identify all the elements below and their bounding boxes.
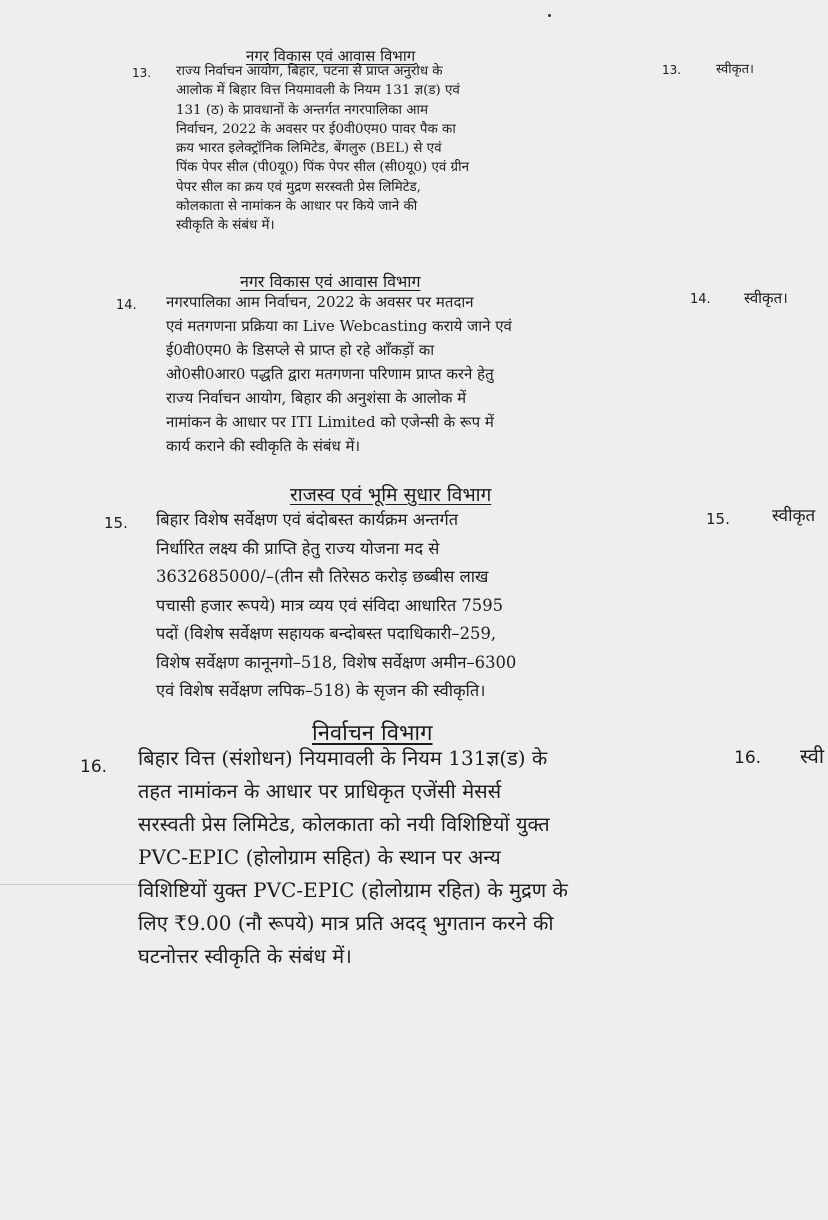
description-line: पेपर सील का क्रय एवं मुद्रण सरस्वती प्रेस लिमिटेड, <box>176 179 421 195</box>
description-line: पिंक पेपर सील (पी0यू0) पिंक पेपर सील (सी0यू0) एवं ग्रीन <box>176 160 470 176</box>
description-line: राज्य निर्वाचन आयोग, बिहार, पटना से प्राप्त अनुरोध के <box>176 64 443 79</box>
decision-status: स्वीकृत। <box>744 289 788 307</box>
description-line: विशिष्टियों युक्त PVC-EPIC (होलोग्राम रहित) के मुद्रण के <box>138 878 568 902</box>
item-description <box>156 506 516 706</box>
description-line: बिहार वित्त (संशोधन) नियमावली के नियम 131ज्ञ(ड) के <box>138 746 548 770</box>
department-heading: नगर विकास एवं आवास विभाग <box>240 272 421 291</box>
description-line: पचासी हजार रूपये) मात्र व्यय एवं संविदा आधारित 7595 <box>156 595 504 615</box>
decision-number: 13. <box>662 63 682 77</box>
description-line: तहत नामांकन के आधार पर प्राधिकृत एजेंसी मेसर्स <box>138 779 502 803</box>
description-line: ओ0सी0आर0 पद्धति द्वारा मतगणना परिणाम प्राप्त करने हेतु <box>166 365 494 383</box>
description-line: निर्वाचन, 2022 के अवसर पर ई0वी0एम0 पावर पैक का <box>176 121 456 137</box>
item-number: 14. <box>116 298 137 313</box>
decision-status: स्वी <box>800 744 825 768</box>
description-line: लिए ₹9.00 (नौ रूपये) मात्र प्रति अदद् भुगतान करने की <box>138 911 554 935</box>
description-line: एवं मतगणना प्रक्रिया का Live Webcasting कराये जाने एवं <box>166 317 512 335</box>
item-description <box>166 290 512 458</box>
description-line: बिहार विशेष सर्वेक्षण एवं बंदोबस्त कार्यक्रम अन्तर्गत <box>156 510 459 529</box>
description-line: निर्धारित लक्ष्य की प्राप्ति हेतु राज्य योजना मद से <box>156 538 440 558</box>
description-line: नगरपालिका आम निर्वाचन, 2022 के अवसर पर मतदान <box>166 293 474 311</box>
description-line: राज्य निर्वाचन आयोग, बिहार की अनुशंसा के आलोक में <box>166 389 467 407</box>
description-line: आलोक में बिहार वित्त नियमावली के नियम 131 ज्ञ(ड) एवं <box>176 83 460 99</box>
speck-mark <box>548 14 551 17</box>
description-line: विशेष सर्वेक्षण कानूनगो–518, विशेष सर्वेक्षण अमीन–6300 <box>156 652 517 672</box>
decision-status: स्वीकृत। <box>716 62 754 77</box>
decision-status: स्वीकृत <box>772 506 816 526</box>
description-line: कोलकाता से नामांकन के आधार पर किये जाने की <box>176 199 418 215</box>
description-line: नामांकन के आधार पर ITI Limited को एजेन्सी के रूप में <box>166 413 494 431</box>
description-line: ई0वी0एम0 के डिसप्ले से प्राप्त हो रहे आँकड़ों का <box>166 341 435 359</box>
item-description <box>138 742 568 973</box>
description-line: 3632685000/–(तीन सौ तिरेसठ करोड़ छब्बीस लाख <box>156 567 489 586</box>
decision-number: 15. <box>706 510 730 528</box>
item-description <box>176 62 469 236</box>
decision-number: 14. <box>690 292 711 307</box>
department-heading: नगर विकास एवं आवास विभाग <box>246 47 416 65</box>
item-number: 13. <box>132 66 152 80</box>
item-number: 15. <box>104 514 128 532</box>
decision-number: 16. <box>734 748 762 768</box>
description-line: पदों (विशेष सर्वेक्षण सहायक बन्दोबस्त पदाधिकारी–259, <box>156 624 497 643</box>
department-heading: राजस्व एवं भूमि सुधार विभाग <box>290 484 492 506</box>
description-line: एवं विशेष सर्वेक्षण लपिक–518) के सृजन की स्वीकृति। <box>156 681 486 700</box>
item-number: 16. <box>80 757 108 777</box>
description-line: स्वीकृति के संबंध में। <box>176 218 275 234</box>
description-line: 131 (ठ) के प्रावधानों के अन्तर्गत नगरपालिका आम <box>176 102 428 118</box>
description-line: घटनोत्तर स्वीकृति के संबंध में। <box>138 944 352 968</box>
department-heading: निर्वाचन विभाग <box>312 721 433 746</box>
description-line: सरस्वती प्रेस लिमिटेड, कोलकाता को नयी विशिष्टियों युक्त <box>138 812 550 836</box>
description-line: क्रय भारत इलेक्ट्रॉनिक लिमिटेड, बेंगलुरु (BEL) से एवं <box>176 141 442 157</box>
description-line: PVC-EPIC (होलोग्राम सहित) के स्थान पर अन्य <box>138 845 501 869</box>
description-line: कार्य कराने की स्वीकृति के संबंध में। <box>166 437 361 455</box>
